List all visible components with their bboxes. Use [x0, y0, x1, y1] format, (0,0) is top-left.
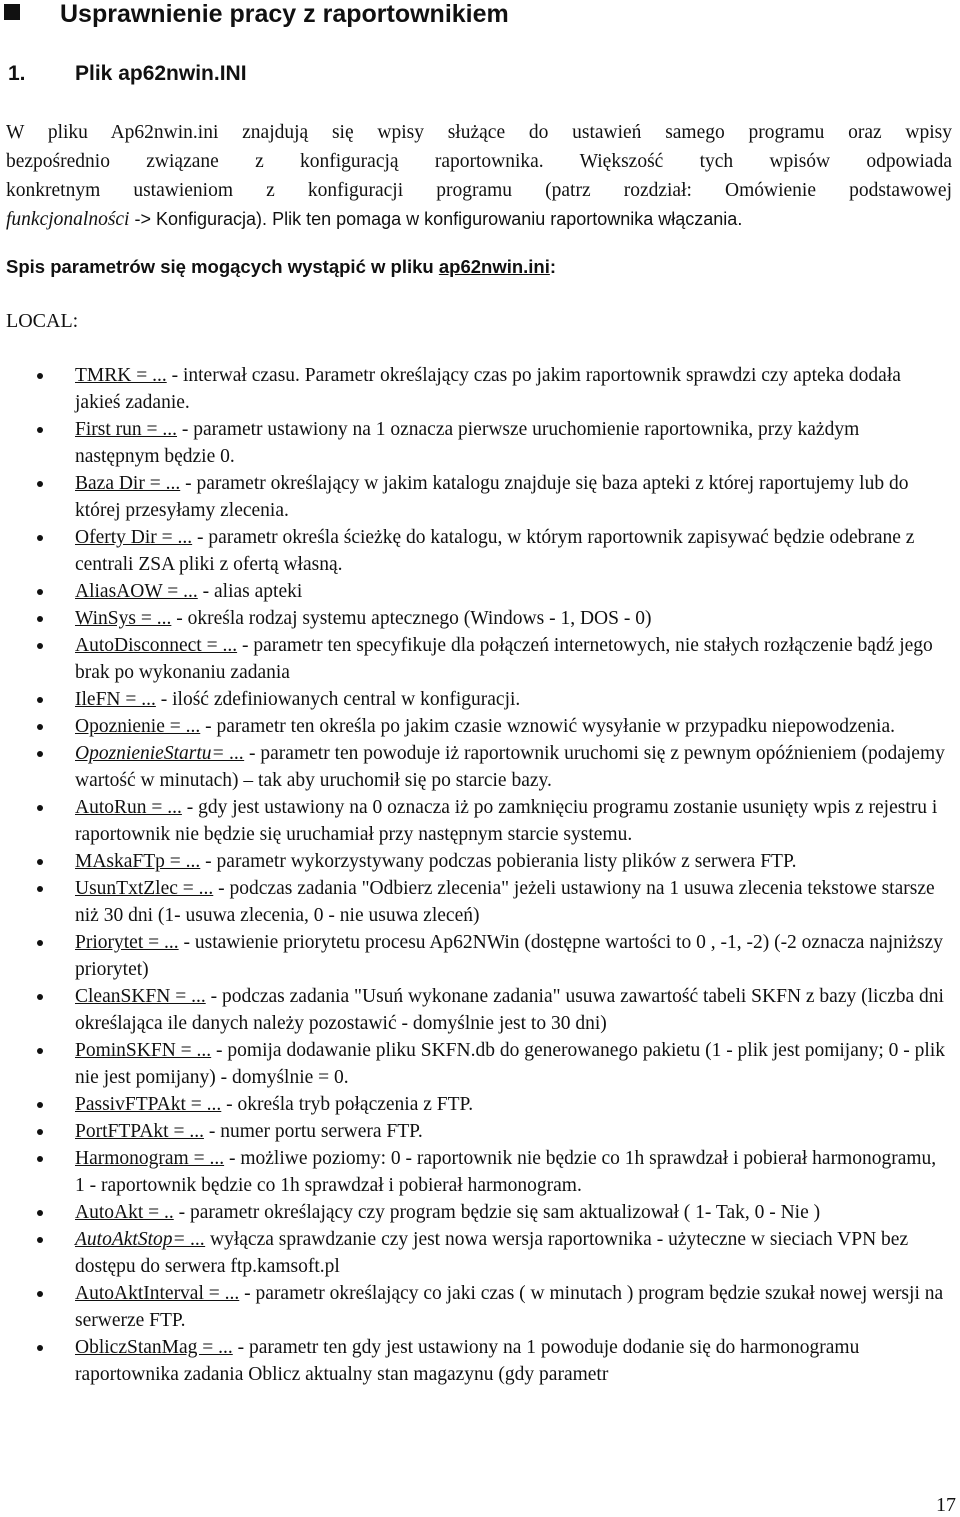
- param-key: AutoAktStop= ...: [75, 1229, 206, 1250]
- bullet-icon: [37, 724, 43, 730]
- param-key: PortFTPAkt = ...: [75, 1121, 204, 1142]
- param-key: IleFN = ...: [75, 689, 156, 710]
- param-key: AutoAkt = ..: [75, 1202, 174, 1223]
- param-item: [0, 848, 945, 875]
- param-key: AliasAOW = ...: [75, 581, 198, 602]
- bullet-icon: [37, 886, 43, 892]
- bullet-icon: [37, 427, 43, 433]
- intro-sentence: Plik ten pomaga w konfigurowaniu raportownika włączania.: [267, 209, 743, 229]
- param-key: WinSys = ...: [75, 608, 172, 629]
- param-item: [0, 1280, 945, 1334]
- param-description: - określa rodzaj systemu aptecznego (Windows - 1, DOS - 0): [171, 608, 652, 629]
- param-key: Opoznienie = ...: [75, 716, 201, 737]
- params-list-title-text: Spis parametrów się mogących wystąpić w pliku: [6, 256, 439, 277]
- param-item: [0, 983, 945, 1037]
- bullet-icon: [37, 373, 43, 379]
- param-key: TMRK = ...: [75, 365, 167, 386]
- param-item: [0, 362, 945, 416]
- params-list-title-colon: :: [549, 256, 557, 277]
- param-description: - parametr wykorzystywany podczas pobierania listy plików z serwera FTP.: [200, 851, 797, 872]
- param-item: [0, 578, 945, 605]
- square-bullet-icon: [4, 4, 20, 20]
- bullet-icon: [37, 1156, 43, 1162]
- param-item: [0, 470, 945, 524]
- bullet-icon: [37, 751, 43, 757]
- bullet-icon: [37, 1345, 43, 1351]
- param-item: [0, 1226, 945, 1280]
- intro-italic-term: funkcjonalności: [6, 209, 130, 230]
- page-heading: [4, 0, 509, 29]
- param-item: [0, 1091, 945, 1118]
- bullet-icon: [37, 805, 43, 811]
- param-description: - pomija dodawanie pliku SKFN.db do generowanego pakietu (1 - plik jest pomijany; 0 - plik nie jest pomijany) - domyślnie = 0.: [75, 1040, 946, 1088]
- bullet-icon: [37, 1291, 43, 1297]
- bullet-icon: [37, 697, 43, 703]
- params-file-link[interactable]: ap62nwin.ini: [438, 256, 550, 277]
- section-number: 1.: [8, 62, 26, 85]
- params-list: [0, 362, 960, 1388]
- bullet-icon: [37, 535, 43, 541]
- local-section-label: LOCAL:: [6, 310, 79, 332]
- param-description: - parametr określa ścieżkę do katalogu, w którym raportownik zapisywać będzie odebrane z centrali ZSA pliki z ofertą własną.: [75, 527, 915, 575]
- param-key: UsunTxtZlec = ...: [75, 878, 214, 899]
- param-description: - ustawienie priorytetu procesu Ap62NWin (dostępne wartości to 0 , -1, -2) (-2 oznacza najniższy priorytet): [75, 932, 943, 980]
- param-key: First run = ...: [75, 419, 178, 440]
- bullet-icon: [37, 1102, 43, 1108]
- intro-line: bezpośrednio związane z konfiguracją raportownika. Większość tych wpisów odpowiada: [6, 151, 952, 172]
- param-key: AutoRun = ...: [75, 797, 182, 818]
- param-item: [0, 1199, 945, 1226]
- intro-line-last: [6, 205, 952, 234]
- param-key: MAskaFTp = ...: [75, 851, 201, 872]
- param-description: - parametr ten gdy jest ustawiony na 1 powoduje dodanie się do harmonogramu raportownika zadania Oblicz aktualny stan magazynu (gdy parametr: [75, 1337, 860, 1385]
- param-item: [0, 929, 945, 983]
- bullet-icon: [37, 589, 43, 595]
- param-key: CleanSKFN = ...: [75, 986, 206, 1007]
- param-description: - parametr określający czy program będzie się sam aktualizował ( 1- Tak, 0 - Nie ): [173, 1202, 821, 1223]
- param-key: Baza Dir = ...: [75, 473, 181, 494]
- bullet-icon: [37, 1210, 43, 1216]
- param-key: Priorytet = ...: [75, 932, 179, 953]
- param-key: AutoDisconnect = ...: [75, 635, 238, 656]
- param-description: - ilość zdefiniowanych central w konfiguracji.: [155, 689, 521, 710]
- param-key: Oferty Dir = ...: [75, 527, 193, 548]
- param-item: [0, 1145, 945, 1199]
- bullet-icon: [37, 1237, 43, 1243]
- param-description: - alias apteki: [197, 581, 303, 602]
- param-description: wyłącza sprawdzanie czy jest nowa wersja raportownika - użyteczne w sieciach VPN bez dostępu do serwera ftp.kamsoft.pl: [75, 1229, 909, 1277]
- param-description: - parametr ten specyfikuje dla połączeń internetowych, nie stałych rozłączenie bądź jego brak po wykonaniu zadania: [75, 635, 933, 683]
- params-list-title: [6, 256, 556, 278]
- bullet-icon: [37, 616, 43, 622]
- param-item: [0, 875, 945, 929]
- param-item: [0, 524, 945, 578]
- param-description: - parametr określający w jakim katalogu znajduje się baza apteki z której raportujemy lub do której przesyłamy zlecenia.: [75, 473, 909, 521]
- param-item: [0, 1334, 945, 1388]
- param-key: PominSKFN = ...: [75, 1040, 212, 1061]
- param-description: - określa tryb połączenia z FTP.: [221, 1094, 474, 1115]
- intro-config-ref: -> Konfiguracja).: [129, 209, 268, 229]
- param-description: - interwał czasu. Parametr określający czas po jakim raportownik sprawdzi czy apteka dodała jakieś zadanie.: [75, 365, 901, 413]
- param-description: - parametr ten określa po jakim czasie wznowić wysyłanie w przypadku niepowodzenia.: [200, 716, 895, 737]
- param-key: AutoAktInterval = ...: [75, 1283, 240, 1304]
- section-title: [8, 62, 247, 86]
- page-number: 17: [936, 1494, 956, 1516]
- param-key: ObliczStanMag = ...: [75, 1337, 233, 1358]
- param-key: Harmonogram = ...: [75, 1148, 225, 1169]
- bullet-icon: [37, 859, 43, 865]
- intro-paragraph: [6, 118, 952, 234]
- param-key: PassivFTPAkt = ...: [75, 1094, 222, 1115]
- param-description: - podczas zadania "Odbierz zlecenia" jeżeli ustawiony na 1 usuwa zlecenia tekstowe starsze niż 30 dni (1- usuwa zlecenia, 0 - nie usuwa zleceń): [75, 878, 935, 926]
- heading-text: Usprawnienie pracy z raportownikiem: [60, 0, 509, 28]
- intro-line: W pliku Ap62nwin.ini znajdują się wpisy służące do ustawień samego programu oraz wpisy: [6, 122, 952, 143]
- bullet-icon: [37, 1129, 43, 1135]
- param-description: - numer portu serwera FTP.: [203, 1121, 423, 1142]
- param-key: OpoznienieStartu= ...: [75, 743, 245, 764]
- param-description: - możliwe poziomy: 0 - raportownik nie będzie co 1h sprawdzał i pobierał harmonogramu, 1 - raportownik będzie co 1h sprawdzał i pobierał harmonogram.: [75, 1148, 937, 1196]
- section-title-text: Plik ap62nwin.INI: [75, 62, 247, 85]
- param-item: [0, 416, 945, 470]
- bullet-icon: [37, 481, 43, 487]
- param-description: - parametr określający co jaki czas ( w minutach ) program będzie szukał nowej wersji na serwerze FTP.: [75, 1283, 944, 1331]
- bullet-icon: [37, 940, 43, 946]
- param-item: [0, 1037, 945, 1091]
- param-item: [0, 1118, 945, 1145]
- param-item: [0, 632, 945, 686]
- bullet-icon: [37, 643, 43, 649]
- bullet-icon: [37, 1048, 43, 1054]
- intro-line: konkretnym ustawieniom z konfiguracji programu (patrz rozdział: Omówienie podstawowej: [6, 180, 952, 201]
- bullet-icon: [37, 994, 43, 1000]
- param-description: - parametr ten powoduje iż raportownik uruchomi się z pewnym opóźnieniem (podajemy wartość w minutach) – tak aby uruchomił się po starcie bazy.: [75, 743, 945, 791]
- param-item: [0, 605, 945, 632]
- param-description: - parametr ustawiony na 1 oznacza pierwsze uruchomienie raportownika, przy każdym następnym będzie 0.: [75, 419, 860, 467]
- param-item: [0, 686, 945, 713]
- param-description: - podczas zadania "Usuń wykonane zadania" usuwa zawartość tabeli SKFN z bazy (liczba dni określająca ile danych należy pozostawić - domyślnie jest to 30 dni): [75, 986, 944, 1034]
- param-item: [0, 740, 945, 794]
- param-item: [0, 713, 945, 740]
- param-item: [0, 794, 945, 848]
- param-description: - gdy jest ustawiony na 0 oznacza iż po zamknięciu programu zostanie usunięty wpis z rejestru i raportownik nie będzie się uruchamiał przy następnym starcie systemu.: [75, 797, 938, 845]
